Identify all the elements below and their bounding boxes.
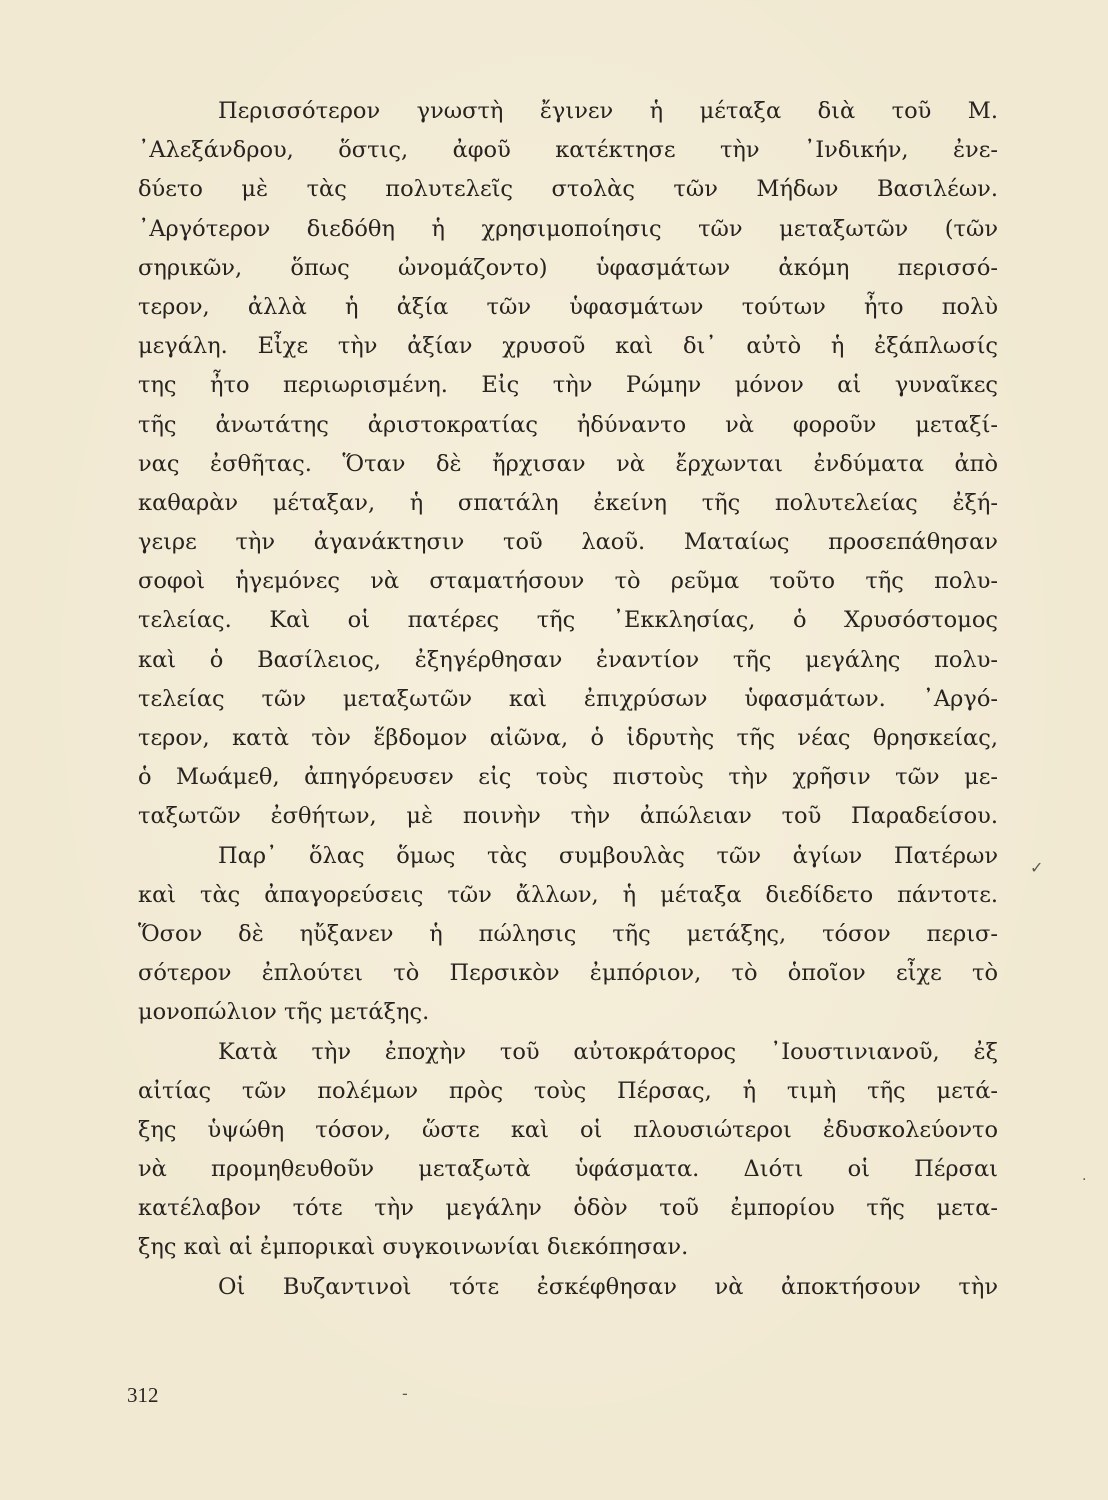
text-line: τελείας τῶν μεταξωτῶν καὶ ἐπιχρύσων ὑφασμάτων. ᾿Αργό- [138, 685, 998, 712]
text-line: Περισσότερον γνωστὴ ἔγινεν ἡ μέταξα διὰ τοῦ Μ. [218, 98, 998, 124]
text-line: τελείας. Καὶ οἱ πατέρες τῆς ᾿Εκκλησίας, ὁ Χρυσόστομος [138, 607, 998, 634]
text-line: μεγάλη. Εἶχε τὴν ἀξίαν χρυσοῦ καὶ δι᾿ αὐτὸ ἡ ἐξάπλωσίς [138, 333, 998, 360]
text-line: της ἦτο περιωρισμένη. Εἰς τὴν Ρώμην μόνον αἱ γυναῖκες [138, 372, 998, 399]
text-line: τῆς ἀνωτάτης ἀριστοκρατίας ἠδύναντο νὰ φοροῦν μεταξί- [138, 411, 998, 438]
text-line: νας ἐσθῆτας. Ὅταν δὲ ἤρχισαν νὰ ἔρχωνται ἐνδύματα ἀπὸ [138, 450, 998, 477]
text-line: ξης καὶ αἱ ἐμπορικαὶ συγκοινωνίαι διεκόπησαν. [138, 1234, 689, 1261]
text-line: Παρ᾿ ὅλας ὅμως τὰς συμβουλὰς τῶν ἁγίων Πατέρων [218, 842, 998, 869]
text-line: ᾿Αλεξάνδρου, ὅστις, ἀφοῦ κατέκτησε τὴν ᾿Ινδικήν, ἐνε- [138, 137, 998, 164]
text-line: κατέλαβον τότε τὴν μεγάλην ὁδὸν τοῦ ἐμπορίου τῆς μετα- [138, 1195, 998, 1222]
text-line: αἰτίας τῶν πολέμων πρὸς τοὺς Πέρσας, ἡ τιμὴ τῆς μετά- [138, 1077, 998, 1104]
text-line: τερον, κατὰ τὸν ἕβδομον αἰῶνα, ὁ ἱδρυτὴς τῆς νέας θρησκείας, [138, 725, 998, 751]
text-line: σοφοὶ ἡγεμόνες νὰ σταματήσουν τὸ ρεῦμα τοῦτο τῆς πολυ- [138, 568, 998, 595]
text-line: σότερον ἐπλούτει τὸ Περσικὸν ἐμπόριον, τὸ ὁποῖον εἶχε τὸ [138, 960, 998, 987]
text-line: σηρικῶν, ὅπως ὠνομάζοντο) ὑφασμάτων ἀκόμη περισσό- [138, 254, 998, 281]
body-text [138, 92, 998, 1307]
text-line: τερον, ἀλλὰ ἡ ἀξία τῶν ὑφασμάτων τούτων ἦτο πολὺ [138, 293, 998, 320]
margin-dot-icon: · [1082, 1172, 1087, 1188]
page-number: 312 [127, 1383, 159, 1407]
text-line: καὶ τὰς ἀπαγορεύσεις τῶν ἄλλων, ἡ μέταξα διεδίδετο πάντοτε. [138, 881, 998, 908]
text-line: ταξωτῶν ἐσθήτων, μὲ ποινὴν τὴν ἀπώλειαν τοῦ Παραδείσου. [138, 803, 998, 830]
text-line: δύετο μὲ τὰς πολυτελεῖς στολὰς τῶν Μήδων Βασιλέων. [138, 176, 998, 203]
text-line: ξης ὑψώθη τόσον, ὥστε καὶ οἱ πλουσιώτεροι ἐδυσκολεύοντο [138, 1116, 998, 1143]
text-line: Ὅσον δὲ ηὔξανεν ἡ πώλησις τῆς μετάξης, τόσον περισ- [138, 920, 998, 947]
margin-tick-icon: ✓ [1030, 858, 1044, 877]
text-line: μονοπώλιον τῆς μετάξης. [138, 999, 430, 1026]
text-line: καὶ ὁ Βασίλειος, ἐξηγέρθησαν ἐναντίον τῆς μεγάλης πολυ- [138, 646, 998, 673]
footer-dash-icon: - [402, 1384, 408, 1403]
text-line: Οἱ Βυζαντινοὶ τότε ἐσκέφθησαν νὰ ἀποκτήσουν τὴν [218, 1273, 998, 1300]
text-line: νὰ προμηθευθοῦν μεταξωτὰ ὑφάσματα. Διότι οἱ Πέρσαι [138, 1156, 998, 1183]
text-line: ᾿Αργότερον διεδόθη ἡ χρησιμοποίησις τῶν μεταξωτῶν (τῶν [138, 215, 998, 242]
text-line: Κατὰ τὴν ἐποχὴν τοῦ αὐτοκράτορος ᾿Ιουστινιανοῦ, ἐξ [218, 1038, 998, 1065]
text-line: ὁ Μωάμεθ, ἀπηγόρευσεν εἰς τοὺς πιστοὺς τὴν χρῆσιν τῶν με- [138, 764, 998, 791]
text-line: καθαρὰν μέταξαν, ἡ σπατάλη ἐκείνη τῆς πολυτελείας ἐξή- [138, 489, 998, 516]
text-line: γειρε τὴν ἀγανάκτησιν τοῦ λαοῦ. Ματαίως προσεπάθησαν [138, 529, 998, 556]
